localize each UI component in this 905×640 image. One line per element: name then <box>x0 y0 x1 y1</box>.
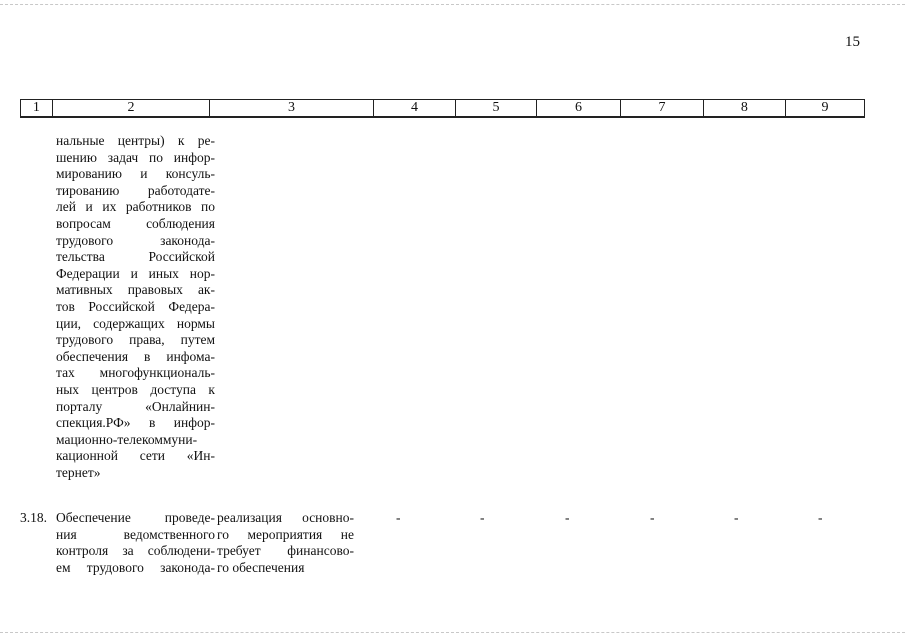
funding-note <box>217 510 354 576</box>
table-header-row <box>20 99 865 118</box>
page-number: 15 <box>845 34 860 50</box>
text-line: нальные центры) к ре- <box>56 133 215 148</box>
text-line: Обеспечение проведе- <box>56 510 215 525</box>
text-line: трудового законода- <box>56 232 215 248</box>
text-line: спекция.РФ» в инфор- <box>56 415 215 431</box>
value-col-4: - <box>396 510 401 525</box>
header-col-7: 7 <box>621 100 704 116</box>
text-line: шению задач по инфор- <box>56 149 215 165</box>
measure-name <box>56 510 215 576</box>
text-line: ния ведомственного <box>56 526 215 542</box>
value-col-8: - <box>734 510 739 525</box>
text-line: обеспечения в инфома- <box>56 348 215 364</box>
text-line: ем трудового законода- <box>56 559 215 575</box>
header-col-3: 3 <box>210 100 374 116</box>
text-line: реализация основно- <box>217 510 354 525</box>
text-line: контроля за соблюдени- <box>56 543 215 559</box>
value-col-5: - <box>480 510 485 525</box>
value-col-9: - <box>818 510 823 525</box>
text-line: тах многофункциональ- <box>56 365 215 381</box>
text-line: порталу «Онлайнин- <box>56 398 215 414</box>
continued-measure-text <box>56 133 215 481</box>
header-col-6: 6 <box>537 100 621 116</box>
row-number: 3.18. <box>20 510 47 525</box>
text-line: ных центров доступа к <box>56 381 215 397</box>
value-col-7: - <box>650 510 655 525</box>
text-line: мационно-телекоммуни- <box>56 431 198 447</box>
text-line: тельства Российской <box>56 249 215 265</box>
text-line: ции, содержащих нормы <box>56 315 215 331</box>
text-line: лей и их работников по <box>56 199 215 215</box>
text-line: мированию и консуль- <box>56 166 215 182</box>
header-col-2: 2 <box>53 100 210 116</box>
scan-artifact-bottom <box>0 632 905 634</box>
header-col-1: 1 <box>21 100 53 116</box>
header-col-8: 8 <box>704 100 786 116</box>
value-col-6: - <box>565 510 570 525</box>
text-line: тов Российской Федера- <box>56 298 215 314</box>
header-col-4: 4 <box>374 100 456 116</box>
text-line: тернет» <box>56 464 101 480</box>
header-col-9: 9 <box>821 100 829 115</box>
text-line: тированию работодате- <box>56 182 215 198</box>
text-line: кационной сети «Ин- <box>56 448 215 464</box>
text-line: го мероприятия не <box>217 526 354 542</box>
text-line: мативных правовых ак- <box>56 282 215 298</box>
text-line: го обеспечения <box>217 559 305 575</box>
header-col-5: 5 <box>456 100 537 116</box>
text-line: вопросам соблюдения <box>56 215 215 231</box>
text-line: Федерации и иных нор- <box>56 265 215 281</box>
text-line: требует финансово- <box>217 543 354 559</box>
text-line: трудового права, путем <box>56 332 215 348</box>
scan-artifact-top <box>0 4 905 6</box>
